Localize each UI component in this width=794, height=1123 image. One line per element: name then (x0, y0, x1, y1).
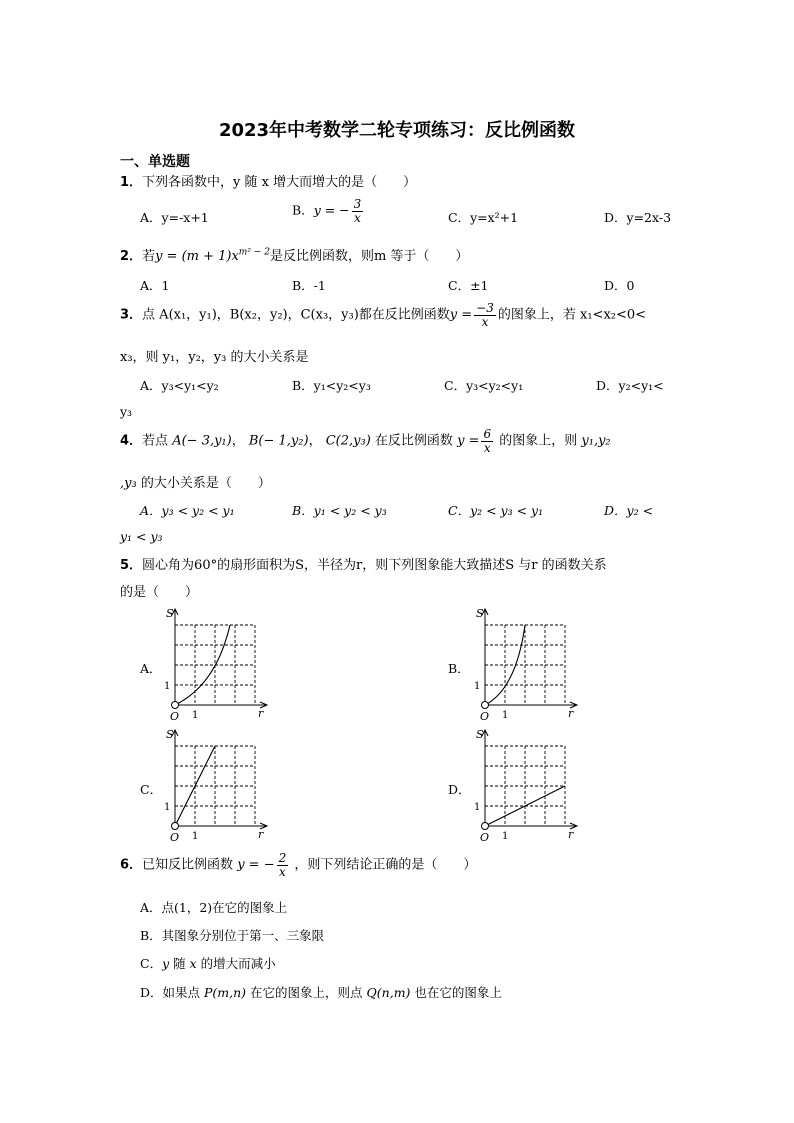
math-expression: y = (457, 433, 480, 449)
q5-option-a-label: A． (140, 661, 162, 676)
page-title: 2023年中考数学二轮专项练习：反比例函数 (218, 120, 576, 141)
q5-option-d-label: D． (448, 782, 471, 797)
axis-y-label: S (476, 607, 484, 620)
graph-b (470, 605, 582, 725)
q4-option-d: D．y₂ < (604, 503, 654, 518)
question-text: 若 (142, 249, 156, 264)
fraction (474, 302, 496, 328)
tick-y: 1 (474, 681, 481, 692)
question-2-stem (120, 245, 468, 264)
q4-option-b: B．y₁ < y₂ < y₃ (292, 503, 387, 518)
section-heading: 一、单选题 (120, 154, 190, 170)
denominator: x (483, 440, 491, 455)
question-number: 4． (120, 433, 143, 449)
denominator: x (481, 314, 489, 329)
q5-option-c-label: C． (140, 782, 163, 797)
denominator: x (279, 864, 286, 879)
origin-label: O (170, 831, 180, 844)
origin-label: O (480, 831, 490, 844)
axis-y-label: S (166, 728, 174, 741)
q1-option-b (292, 198, 365, 224)
fraction (277, 852, 289, 878)
question-text: 在反比例函数 (374, 433, 453, 449)
numerator: −3 (476, 301, 494, 315)
point-c: C(2,y₃) (325, 433, 371, 449)
question-text: 下列各函数中，y 随 x 增大而增大的是（ ） (142, 175, 417, 190)
q1-option-a: A．y=-x+1 (140, 210, 209, 225)
q2-option-a: A．1 (140, 278, 170, 293)
numerator: 6 (483, 427, 492, 441)
origin-label: O (170, 710, 180, 723)
q1-option-c: C．y=x²+1 (448, 210, 519, 225)
option-expr: y = − (313, 202, 350, 218)
question-number: 3． (120, 307, 143, 323)
q3-option-d-cont: y₃ (120, 404, 133, 419)
option-text: 在它的图象上，则点 (250, 985, 363, 1000)
q4-option-d-cont: y₁ < y₃ (120, 529, 163, 544)
axis-x-label: r (568, 828, 574, 841)
question-text: 已知反比例函数 (142, 857, 234, 873)
q6-option-b: B．其图象分别位于第一、三象限 (140, 928, 325, 943)
question-5-line2: 的是（ ） (120, 585, 199, 600)
question-5-stem (120, 554, 607, 573)
question-text: 若点 (142, 433, 169, 449)
numerator: 2 (278, 851, 287, 865)
axis-y-label: S (476, 728, 484, 741)
question-number: 1． (120, 175, 143, 190)
origin-marker (172, 823, 179, 830)
fraction (481, 428, 493, 454)
origin-marker (172, 702, 179, 709)
math-expression: y = (449, 307, 473, 323)
question-1-stem (120, 171, 416, 190)
question-6-stem (120, 852, 476, 878)
question-text: 的图象上，若 x₁<x₂<0< (497, 307, 647, 323)
point-b: B(− 1,y₂) (248, 433, 309, 449)
point-p: P(m,n) (204, 985, 247, 1000)
axis-x-label: r (258, 707, 264, 720)
math-expression: y = − (237, 857, 275, 873)
tick-x: 1 (502, 710, 509, 721)
q2-option-d: D．0 (604, 278, 635, 293)
option-label: D．如果点 (140, 985, 201, 1000)
axes (482, 730, 577, 829)
origin-marker (482, 702, 489, 709)
q1-option-d: D．y=2x-3 (604, 210, 672, 225)
question-text: 圆心角为60°的扇形面积为S，半径为r，则下列图象能大致描述S 与r 的函数关系 (142, 558, 607, 573)
q3-option-d: D．y₂<y₁< (596, 378, 664, 393)
grid (485, 746, 565, 826)
tick-x: 1 (192, 710, 199, 721)
q6-option-d (140, 983, 502, 1001)
q3-option-a: A．y₃<y₁<y₂ (140, 378, 219, 393)
question-number: 6． (120, 857, 143, 873)
axes (172, 730, 267, 829)
separator: ， (308, 433, 322, 449)
q4-option-a: A．y₃ < y₂ < y₁ (140, 503, 235, 518)
q6-option-c (140, 954, 276, 972)
question-text: ，则下列结论正确的是（ ） (294, 857, 477, 873)
exponent: m² − 2 (238, 247, 270, 258)
q5-option-b-label: B． (448, 661, 470, 676)
question-4-stem (120, 428, 611, 454)
question-text: 点 A(x₁，y₁)，B(x₂，y₂)，C(x₃，y₃)都在反比例函数 (142, 307, 450, 323)
q2-option-b: B．-1 (292, 278, 326, 293)
graph-a (160, 605, 272, 725)
graph-c (160, 726, 272, 846)
grid (175, 746, 255, 826)
point-a: A(− 3,y₁) (172, 433, 232, 449)
option-label: B． (292, 202, 314, 218)
axis-x-label: r (258, 828, 264, 841)
tick-y: 1 (164, 802, 171, 813)
q6-option-a: A．点(1，2)在它的图象上 (140, 900, 288, 915)
question-number: 2． (120, 249, 143, 264)
question-text: 是反比例函数，则m 等于（ ） (269, 249, 469, 264)
question-3-stem (120, 302, 646, 328)
graph-d (470, 726, 582, 846)
math-expression: y = (m + 1)x (155, 249, 239, 264)
tick-y: 1 (474, 802, 481, 813)
math-vars: ,y₃ (120, 476, 137, 491)
origin-label: O (480, 710, 490, 723)
q3-option-b: B．y₁<y₂<y₃ (292, 378, 371, 393)
question-4-line2 (120, 472, 271, 491)
separator: ， (231, 433, 245, 449)
question-number: 5． (120, 558, 143, 573)
option-text: 随 (169, 956, 190, 971)
fraction (352, 198, 364, 224)
axis-x-label: r (568, 707, 574, 720)
axes (482, 609, 577, 708)
option-label: C． (140, 956, 163, 971)
point-q: Q(n,m) (366, 985, 411, 1000)
tick-x: 1 (192, 831, 199, 842)
question-3-line2: x₃，则 y₁，y₂，y₃ 的大小关系是 (120, 350, 309, 365)
option-text: 的增大而减小 (196, 956, 276, 971)
numerator: 3 (353, 197, 362, 211)
math-var: x (189, 956, 197, 971)
question-text: 的图象上，则 (499, 433, 578, 449)
math-vars: y₁,y₂ (581, 433, 611, 449)
denominator: x (354, 210, 361, 225)
grid (485, 625, 565, 705)
axis-y-label: S (166, 607, 174, 620)
axes (172, 609, 267, 708)
math-var: y (162, 956, 170, 971)
origin-marker (482, 823, 489, 830)
q2-option-c: C．±1 (448, 278, 489, 293)
tick-x: 1 (502, 831, 509, 842)
tick-y: 1 (164, 681, 171, 692)
question-text: 的大小关系是（ ） (140, 476, 271, 491)
q4-option-c: C．y₂ < y₃ < y₁ (448, 503, 544, 518)
option-text: 也在它的图象上 (414, 985, 502, 1000)
q3-option-c: C．y₃<y₂<y₁ (444, 378, 524, 393)
